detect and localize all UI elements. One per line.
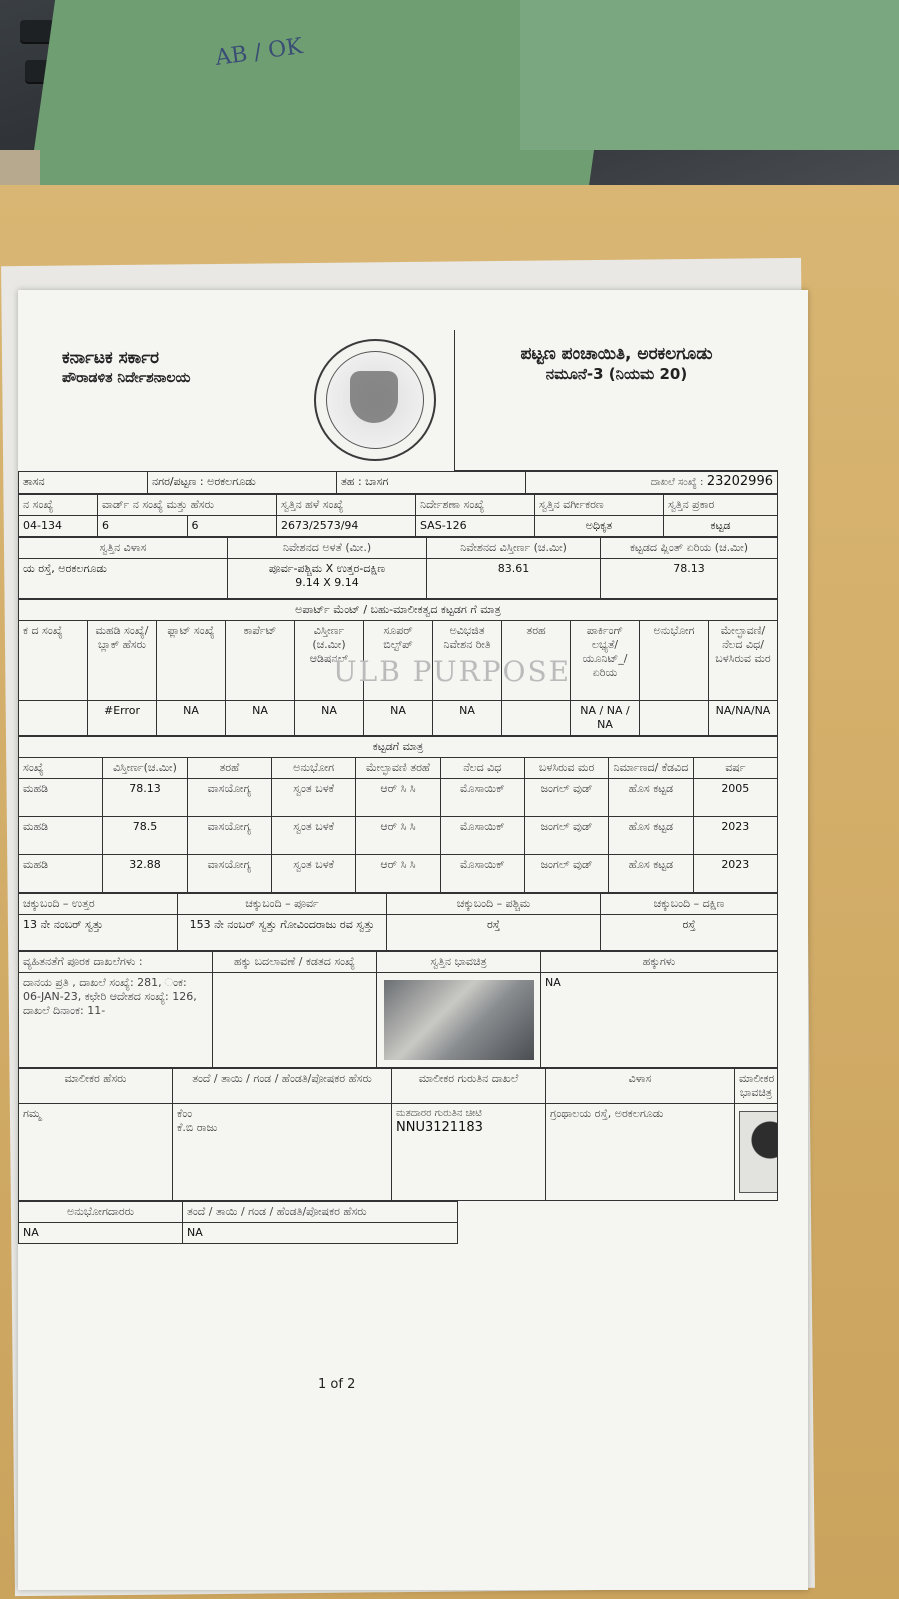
- boundary-south: ರಸ್ತೆ: [601, 914, 778, 950]
- ward-number: 6: [98, 515, 188, 536]
- boundary-east: 153 ನೇ ನಂಬರ್ ಸ್ವತ್ತು ಗೋವಿಂದರಾಜು ರವ ಸ್ವತ್ತು: [178, 914, 387, 950]
- site-address: ಯ ರಸ್ತೆ, ಅರಕಲಗೂಡು: [19, 558, 228, 598]
- documents-table: ವ್ಯಹಿತನತೆಗೆ ಪೂರಕ ದಾಖಲೆಗಳು : ಹಕ್ಕು ಬದಲಾವಣೆ / ಕಡತದ ಸಂಖ್ಯೆ ಸ್ವತ್ತಿನ ಭಾವಚಿತ್ರ ಹಕ್ಕುಗಳು ದಾನಯ ಪ್ರತಿ , ದಾಖಲೆ ಸಂಖ್ಯೆ: 281, ಂಕ: 06-JAN-23, ಕಛೇರಿ ಆದೇಶದ ಸಂಖ್ಯೆ: 126, ದಾಖಲೆ ದಿನಾಂಕ: 11- NA: [18, 951, 778, 1068]
- top-info-row: [18, 471, 778, 494]
- apt-roof: NA/NA/NA: [709, 700, 778, 735]
- site-table: ಸ್ವತ್ತಿನ ವಿಳಾಸ ನಿವೇಶನದ ಅಳತೆ (ಮೀ.) ನಿವೇಶನದ ವಿಸ್ತೀರ್ಣ (ಚ.ಮೀ) ಕಟ್ಟಡದ ಪ್ಲಿಂತ್ ಏರಿಯ (ಚ.ಮೀ) ಯ ರಸ್ತೆ, ಅರಕಲಗೂಡು ಪೂರ್ವ-ಪಶ್ಚಿಮ X ಉತ್ತರ-ದಕ್ಷಿಣ 9.14 X 9.14 83.61 78.13: [18, 537, 778, 599]
- property-photo: [377, 972, 541, 1067]
- boundary-west: ರಸ್ತೆ: [387, 914, 601, 950]
- form-number: ನಮೂನೆ-3 (ನಿಯಮ 20): [545, 365, 688, 383]
- apartment-title: ಅಪಾರ್ಟ್ ಮೆಂಟ್ / ಬಹು-ಮಾಲೀಕತ್ವದ ಕಟ್ಟಡಗ ಗೆ ಮಾತ್ರ: [19, 599, 778, 620]
- apt-usage: [640, 700, 709, 735]
- gov-title: ಕರ್ನಾಟಕ ಸರ್ಕಾರ: [62, 348, 160, 368]
- owner-photo: [735, 1103, 778, 1200]
- page-number: 1 of 2: [318, 1377, 356, 1392]
- ward-name: 6: [187, 515, 277, 536]
- apt-superbuilt: NA: [364, 700, 433, 735]
- property-id: 04-134: [19, 515, 98, 536]
- occupant-father: NA: [183, 1222, 458, 1243]
- apartment-table: ಅಪಾರ್ಟ್ ಮೆಂಟ್ / ಬಹು-ಮಾಲೀಕತ್ವದ ಕಟ್ಟಡಗ ಗೆ ಮಾತ್ರ ಕ ದ ಸಂಖ್ಯೆ ಮಹಡಿ ಸಂಖ್ಯೆ/ಬ್ಲಾಕ್ ಹೆಸರು ಫ್ಲಾಟ್ ಸಂಖ್ಯೆ ಕಾರ್ಪೆಟ್ ವಿಸ್ತೀರ್ಣ (ಚ.ಮೀ) ಆಡಿಷನಲ್ ಸೂಪರ್ ಬಿಲ್ಟ್‌ಪ್ ಅವಿಭಜಿತ ನಿವೇಶನ ರೀತಿ ತರಹ ಪಾರ್ಕಿಂಗ್ ಲಭ್ಯತೆ/ಯೂನಿಟ್_/ಏರಿಯ ಅನುಭೋಗ ಮೇಲ್ಛಾವಣಿ/ನೆಲದ ವಿಧ/ಬಳಸಿರುವ ಮರ #Error NA NA NA NA NA NA / NA / NA NA/NA/NA: [18, 599, 778, 736]
- taluk-cell: ತಹ : ಬಾಸಗ: [337, 471, 526, 493]
- apt-floor: #Error: [88, 700, 157, 735]
- district-cell: ತಾಸನ: [19, 471, 148, 493]
- owner-name: ಗಮ್ಮ: [19, 1103, 173, 1200]
- old-number: 2673/2573/94: [277, 515, 416, 536]
- site-area: 83.61: [427, 558, 601, 598]
- apt-carpet: NA: [226, 700, 295, 735]
- apt-additional: NA: [295, 700, 364, 735]
- property-type: ಕಟ್ಟಡ: [664, 515, 778, 536]
- boundaries-table: ಚಕ್ಕುಬಂದಿ – ಉತ್ತರ ಚಕ್ಕುಬಂದಿ – ಪೂರ್ವ ಚಕ್ಕುಬಂದಿ – ಪಶ್ಚಿಮ ಚಕ್ಕುಬಂದಿ – ದಕ್ಷಿಣ 13 ನೇ ನಂಬರ್ ಸ್ವತ್ತು 153 ನೇ ನಂಬರ್ ಸ್ವತ್ತು ಗೋವಿಂದರಾಜು ರವ ಸ್ವತ್ತು ರಸ್ತೆ ರಸ್ತೆ: [18, 893, 778, 951]
- owner-father: ಕೆಂಂ ಕೆ.ಬಿ ರಾಜು: [173, 1103, 392, 1200]
- plinth-area: 78.13: [601, 558, 778, 598]
- panchayat-title: ಪಟ್ಟಣ ಪಂಚಾಯಿತಿ, ಅರಕಲಗೂಡು: [520, 344, 713, 364]
- green-folder-right: [520, 0, 899, 150]
- form-sheet: [18, 330, 778, 1244]
- rights-value: NA: [541, 972, 778, 1067]
- site-dimensions: ಪೂರ್ವ-ಪಶ್ಚಿಮ X ಉತ್ತರ-ದಕ್ಷಿಣ 9.14 X 9.14: [228, 558, 427, 598]
- supporting-documents: ದಾನಯ ಪ್ರತಿ , ದಾಖಲೆ ಸಂಖ್ಯೆ: 281, ಂಕ: 06-JAN-23, ಕಛೇರಿ ಆದೇಶದ ಸಂಖ್ಯೆ: 126, ದಾಖಲೆ ದಿನಾಂಕ: 11-: [19, 972, 213, 1067]
- occupant-name: NA: [19, 1222, 183, 1243]
- owner-id: ಮತದಾರರ ಗುರುತಿನ ಚೀಟಿ NNU3121183: [392, 1103, 546, 1200]
- town-cell: ನಗರ/ಪಟ್ಟಣ : ಅರಕಲಗೂಡು: [148, 471, 337, 493]
- record-number: ದಾಖಲೆ ಸಂಖ್ಯೆ : 23202996: [526, 471, 778, 493]
- owner-table: ಮಾಲೀಕರ ಹೆಸರು ತಂದೆ / ತಾಯಿ / ಗಂಡ / ಹೆಂಡತಿ/ಪೋಷಕರ ಹೆಸರು ಮಾಲೀಕರ ಗುರುತಿನ ದಾಖಲೆ ವಿಳಾಸ ಮಾಲೀಕರ ಭಾವಚಿತ್ರ ಗಮ್ಮ ಕೆಂಂ ಕೆ.ಬಿ ರಾಜು ಮತದಾರರ ಗುರುತಿನ ಚೀಟಿ NNU3121183 ಗ್ರಂಥಾಲಯ ರಸ್ತೆ, ಅರಕಲಗೂಡು: [18, 1068, 778, 1201]
- occupant-table: ಅನುಭೋಗದಾರರು ತಂದೆ / ತಾಯಿ / ಗಂಡ / ಹೆಂಡತಿ/ಪೋಷಕರ ಹೆಸರು NA NA: [18, 1201, 458, 1244]
- building-title: ಕಟ್ಟಡಗೆ ಮಾತ್ರ: [19, 736, 778, 757]
- apt-flat: NA: [157, 700, 226, 735]
- direction-number: SAS-126: [416, 515, 535, 536]
- owner-address: ಗ್ರಂಥಾಲಯ ರಸ್ತೆ, ಅರಕಲಗೂಡು: [546, 1103, 735, 1200]
- classification: ಅಧಿಕೃತ: [535, 515, 664, 536]
- apt-undivided: NA: [433, 700, 502, 735]
- table-row: ಮಹಡಿ 78.13 ವಾಸಯೋಗ್ಯ ಸ್ವಂತ ಬಳಕೆ ಆರ್ ಸಿ ಸಿ ಮೊಸಾಯಿಕ್ ಜಂಗಲ್ ವುಡ್ ಹೊಸ ಕಟ್ಟಡ 2005: [19, 778, 778, 816]
- building-table: ಕಟ್ಟಡಗೆ ಮಾತ್ರ ಸಂಖ್ಯೆ ವಿಸ್ತೀರ್ಣ(ಚ.ಮೀ) ತರಹೆ ಅನುಭೋಗ ಮೇಲ್ಛಾವಣಿ ತರಹೆ ನೆಲದ ವಿಧ ಬಳಸಿರುವ ಮರ ನಿರ್ಮಾಣದ/ ಕೆಡವಿದ ವರ್ಷ ಮಹಡಿ 78.13 ವಾಸಯೋಗ್ಯ ಸ್ವಂತ ಬಳಕೆ ಆರ್ ಸಿ ಸಿ ಮೊಸಾಯಿಕ್ ಜಂಗಲ್ ವುಡ್ ಹೊಸ ಕಟ್ಟಡ 2005 ಮಹಡಿ 78.5 ವಾಸಯೋಗ್ಯ ಸ್ವಂತ ಬಳಕೆ ಆರ್ ಸಿ ಸಿ ಮೊಸಾಯಿಕ್ ಜಂಗಲ್ ವುಡ್ ಹೊಸ ಕಟ್ಟಡ 2023 ಮಹಡಿ 32.88 ವಾಸಯೋಗ್ಯ ಸ್ವಂತ ಬಳಕೆ ಆರ್ ಸಿ ಸಿ ಮೊಸಾಯಿಕ್ ಜಂಗಲ್ ವುಡ್ ಹೊಸ ಕಟ್ಟಡ 2023: [18, 736, 778, 893]
- header-table: [18, 330, 778, 471]
- document-page: [18, 290, 808, 1590]
- boundary-north: 13 ನೇ ನಂಬರ್ ಸ್ವತ್ತು: [19, 914, 178, 950]
- apt-type: [502, 700, 571, 735]
- official-seal: [314, 339, 436, 461]
- watermark-ulb: ULB PURPOSE: [333, 655, 572, 688]
- table-row: ಮಹಡಿ 78.5 ವಾಸಯೋಗ್ಯ ಸ್ವಂತ ಬಳಕೆ ಆರ್ ಸಿ ಸಿ ಮೊಸಾಯಿಕ್ ಜಂಗಲ್ ವುಡ್ ಹೊಸ ಕಟ್ಟಡ 2023: [19, 816, 778, 854]
- table-row: ಮಹಡಿ 32.88 ವಾಸಯೋಗ್ಯ ಸ್ವಂತ ಬಳಕೆ ಆರ್ ಸಿ ಸಿ ಮೊಸಾಯಿಕ್ ಜಂಗಲ್ ವುಡ್ ಹೊಸ ಕಟ್ಟಡ 2023: [19, 854, 778, 892]
- directorate-title: ಪೌರಾಡಳಿತ ನಿರ್ದೇಶನಾಲಯ: [62, 370, 191, 386]
- apt-parking: NA / NA / NA: [571, 700, 640, 735]
- property-table: ನ ಸಂಖ್ಯೆ ವಾರ್ಡ್ ನ ಸಂಖ್ಯೆ ಮತ್ತು ಹೆಸರು ಸ್ವತ್ತಿನ ಹಳೆ ಸಂಖ್ಯೆ ನಿರ್ದೇಶಣಾ ಸಂಖ್ಯೆ ಸ್ವತ್ತಿನ ವರ್ಗೀಕರಣ ಸ್ವತ್ತಿನ ಪ್ರಕಾರ 04-134 6 6 2673/2573/94 SAS-126 ಅಧಿಕೃತ ಕಟ್ಟಡ: [18, 494, 778, 537]
- handwriting: AB / OK: [213, 34, 305, 71]
